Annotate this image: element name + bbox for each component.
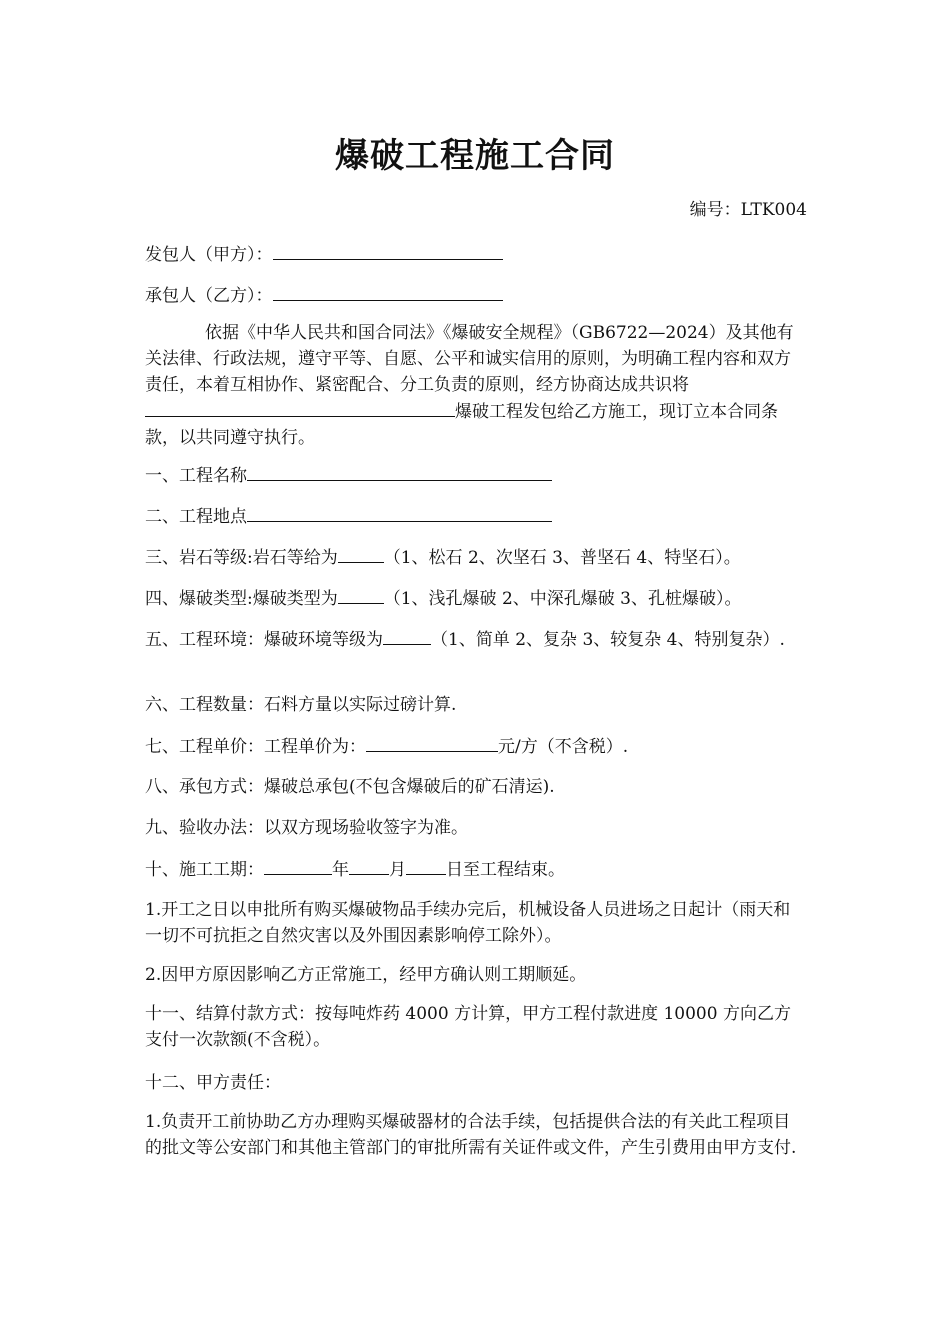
unit-price-label: 七、工程单价：工程单价为： — [145, 737, 366, 757]
unit-price-blank[interactable] — [366, 733, 498, 752]
item-construction-period — [145, 856, 565, 883]
period-month-blank[interactable] — [349, 856, 389, 875]
environment-options: （1、简单 2、复杂 3、较复杂 4、特别复杂）. — [431, 630, 785, 650]
item-acceptance: 九、验收办法：以双方现场验收签字为准。 — [145, 818, 468, 838]
document-title: 爆破工程施工合同 — [335, 136, 615, 176]
party-a-line — [145, 241, 503, 268]
party-a-duty-1: 1.负责开工前协助乙方办理购买爆破器材的合法手续，包括提供合法的有关此工程项目的批文等公安部门和其他主管部门的审批所需有关证件或文件，产生引费用由甲方支付. — [145, 1112, 797, 1158]
environment-blank[interactable] — [383, 626, 431, 645]
item-project-location — [145, 503, 552, 530]
item-rock-grade — [145, 544, 741, 571]
period-month-label: 月 — [389, 860, 406, 880]
period-day-blank[interactable] — [406, 856, 446, 875]
period-clause-1: 1.开工之日以申批所有购买爆破物品手续办完后，机械设备人员进场之日起计（雨天和一切不可抗拒之自然灾害以及外围因素影响停工除外）。 — [145, 900, 791, 946]
item-party-a-duty: 十二、甲方责任： — [145, 1073, 281, 1093]
period-year-label: 年 — [332, 860, 349, 880]
period-year-blank[interactable] — [264, 856, 332, 875]
unit-price-unit: 元/方（不含税）. — [498, 737, 629, 757]
rock-grade-options: （1、松石 2、次坚石 3、普坚石 4、特坚石）。 — [383, 548, 741, 568]
intro-text-after: 爆破工程发包给乙方施工，现订立本合同条款，以共同遵守执行。 — [145, 402, 778, 448]
period-clause-2: 2.因甲方原因影响乙方正常施工，经甲方确认则工期顺延。 — [145, 965, 587, 985]
item-environment — [145, 626, 807, 653]
environment-label: 五、工程环境：爆破环境等级为 — [145, 630, 383, 650]
blast-type-options: （1、浅孔爆破 2、中深孔爆破 3、孔桩爆破）。 — [383, 589, 742, 609]
intro-paragraph — [145, 320, 807, 451]
project-location-blank[interactable] — [247, 503, 552, 522]
item-unit-price — [145, 733, 628, 760]
party-a-blank[interactable] — [273, 241, 503, 260]
item-blast-type — [145, 585, 742, 612]
project-blank[interactable] — [145, 398, 455, 417]
project-name-blank[interactable] — [247, 462, 552, 481]
intro-text-before: 依据《中华人民共和国合同法》《爆破安全规程》（GB6722—2024）及其他有关法律、行政法规，遵守平等、自愿、公平和诚实信用的原则，为明确工程内容和双方责任，本着互相协作、紧密配合、分工负责的原则，经方协商达成共识将 — [145, 323, 794, 395]
blast-type-label: 四、爆破类型:爆破类型为 — [145, 589, 338, 609]
project-location-label: 二、工程地点 — [145, 507, 247, 527]
rock-grade-label: 三、岩石等级:岩石等给为 — [145, 548, 338, 568]
period-day-label: 日至工程结束。 — [446, 860, 565, 880]
item-contract-mode: 八、承包方式：爆破总承包(不包含爆破后的矿石清运). — [145, 777, 555, 797]
item-payment: 十一、结算付款方式：按每吨炸药 4000 方计算，甲方工程付款进度 10000 方向乙方支付一次款额(不含税）。 — [145, 1004, 791, 1050]
blast-type-blank[interactable] — [338, 585, 384, 604]
contract-number: 编号：LTK004 — [689, 200, 807, 220]
party-b-blank[interactable] — [273, 282, 503, 301]
project-name-label: 一、工程名称 — [145, 466, 247, 486]
rock-grade-blank[interactable] — [338, 544, 384, 563]
party-b-label: 承包人（乙方）： — [145, 286, 273, 306]
period-label: 十、施工工期： — [145, 860, 264, 880]
party-b-line — [145, 282, 503, 309]
party-a-label: 发包人（甲方）： — [145, 245, 273, 265]
item-quantity: 六、工程数量：石料方量以实际过磅计算. — [145, 695, 457, 715]
item-project-name — [145, 462, 552, 489]
